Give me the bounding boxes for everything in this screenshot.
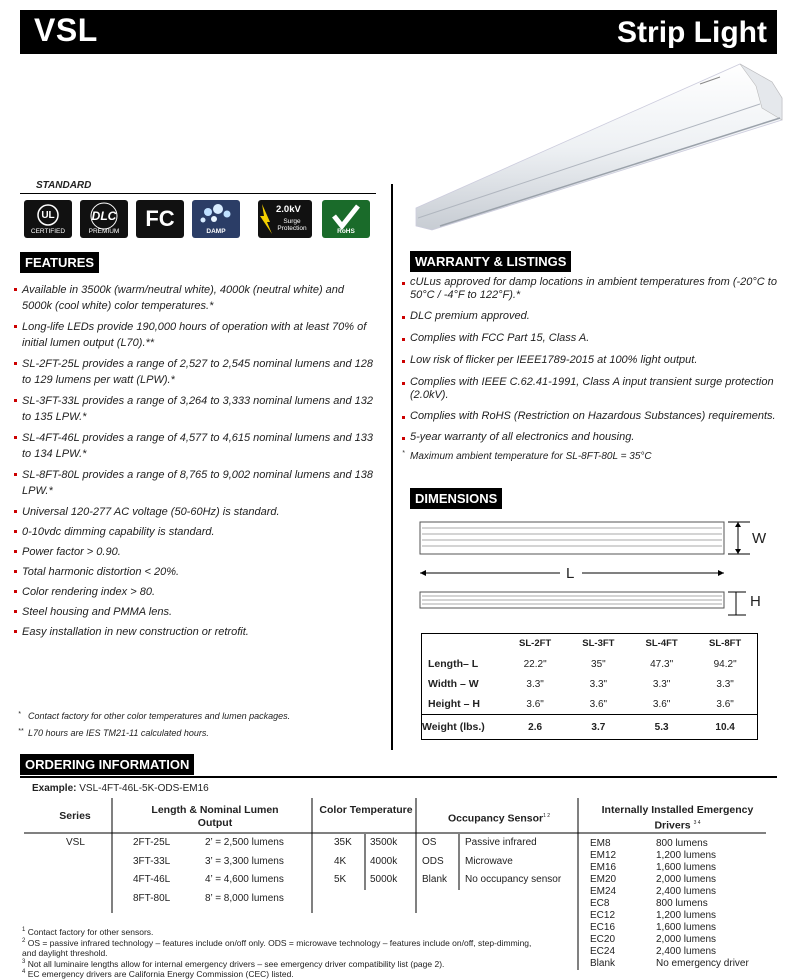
- list-item: DLC premium approved.: [402, 310, 782, 323]
- list-item: Available in 3500k (warm/neutral white), 4000k (neutral white) and 5000k (cool white) color temperatures.*: [14, 282, 374, 314]
- list-item: Steel housing and PMMA lens.: [14, 604, 374, 620]
- sensor-descriptions: Passive infrared Microwave No occupancy sensor: [465, 837, 562, 885]
- length-descriptions: 2’ = 2,500 lumens 3’ = 3,300 lumens 4’ = 4,600 lumens 8’ = 8,000 lumens: [205, 837, 284, 904]
- list-item: Complies with FCC Part 15, Class A.: [402, 332, 782, 345]
- list-item: SL-2FT-25L provides a range of 2,527 to 2,545 nominal lumens and 128 to 129 lumens per watt (LPW).*: [14, 356, 374, 388]
- features-footnote: * Contact factory for other color temperatures and lumen packages.: [18, 711, 291, 721]
- divider: [20, 776, 777, 778]
- table-row: Length– L 22.2" 35" 47.3" 94.2": [428, 658, 737, 670]
- ordering-title: ORDERING INFORMATION: [20, 754, 194, 775]
- page-header: [20, 10, 777, 54]
- standard-label: STANDARD: [36, 180, 92, 191]
- dimensions-title: DIMENSIONS: [410, 488, 502, 509]
- list-item: 5-year warranty of all electronics and housing.: [402, 431, 782, 444]
- features-list: [14, 282, 374, 645]
- list-item-note: * Maximum ambient temperature for SL-8FT-80L = 35°C: [402, 450, 782, 463]
- color-header: Color Temperature: [319, 804, 413, 816]
- fcc-icon: FC: [136, 200, 184, 238]
- list-item: Complies with RoHS (Restriction on Hazardous Substances) requirements.: [402, 410, 782, 423]
- color-divider: [364, 834, 366, 890]
- list-item: 0-10vdc dimming capability is standard.: [14, 524, 374, 540]
- height-label: H: [750, 593, 761, 610]
- list-item: Easy installation in new construction or retrofit.: [14, 624, 374, 640]
- length-codes: 2FT-25L 3FT-33L 4FT-46L 8FT-80L: [133, 837, 171, 904]
- table-header: SL-8FT: [709, 638, 742, 649]
- series-value: VSL: [66, 837, 85, 848]
- list-item: Low risk of flicker per IEEE1789-2015 at 100% light output.: [402, 354, 782, 367]
- strip-light-product-image: [410, 58, 790, 248]
- list-item: Total harmonic distortion < 20%.: [14, 564, 374, 580]
- emergency-codes: EM8 EM12 EM16 EM20 EM24 EC8 EC12 EC16 EC20 EC24 Blank: [590, 838, 617, 969]
- list-item: Power factor > 0.90.: [14, 544, 374, 560]
- features-footnote: ** L70 hours are IES TM21-11 calculated hours.: [18, 728, 209, 738]
- warranty-list: [402, 276, 782, 468]
- color-descriptions: 3500k 4000k 5000k: [370, 837, 398, 885]
- series-header: Series: [59, 810, 91, 822]
- damp-icon: DAMP: [192, 200, 240, 238]
- list-item: SL-8FT-80L provides a range of 8,765 to 9,002 nominal lumens and 138 LPW.*: [14, 467, 374, 499]
- list-item: Complies with IEEE C.62.41-1991, Class A input transient surge protection (2.0kV).: [402, 376, 782, 402]
- ordering-footnote: $^3$ Not all luminaire lengths allow for internal emergency drivers – see emergency driver compatibility list (page 2).: [22, 958, 445, 969]
- list-item: SL-3FT-33L provides a range of 3,264 to 3,333 nominal lumens and 132 to 135 LPW.*: [14, 393, 374, 425]
- dimensions-diagram: [410, 516, 790, 616]
- list-item: Color rendering index > 80.: [14, 584, 374, 600]
- width-label: W: [752, 530, 767, 547]
- ordering-footnote: $^4$ EC emergency drivers are California Energy Commission (CEC) listed.: [22, 968, 294, 979]
- table-header: SL-3FT: [582, 638, 615, 649]
- length-header: Length & Nominal Lumen Output: [151, 804, 279, 829]
- table-header: SL-2FT: [519, 638, 552, 649]
- occupancy-header: Occupancy Sensor$^{1 2}$: [447, 812, 551, 825]
- product-series-title: VSL: [34, 12, 98, 48]
- list-item: Long-life LEDs provide 190,000 hours of operation with at least 70% of initial lumen output (L70).**: [14, 319, 374, 351]
- sensor-divider: [458, 834, 460, 890]
- rohs-icon: RoHS: [322, 200, 370, 238]
- warranty-title: WARRANTY & LISTINGS: [410, 251, 571, 272]
- table-row: Width – W 3.3" 3.3" 3.3" 3.3": [428, 678, 734, 690]
- table-row: Height – H 3.6" 3.6" 3.6" 3.6": [428, 698, 734, 710]
- table-header: SL-4FT: [645, 638, 678, 649]
- table-row-weight: Weight (lbs.) 2.6 3.7 5.3 10.4: [422, 715, 758, 740]
- divider: [20, 193, 376, 194]
- emergency-header: Internally Installed Emergency Drivers $^{3 4}$: [601, 804, 754, 832]
- list-item: Universal 120-277 AC voltage (50-60Hz) is standard.: [14, 504, 374, 520]
- ul-certified-icon: UL CERTIFIED: [24, 200, 72, 238]
- features-title: FEATURES: [20, 252, 99, 273]
- color-codes: 35K 4K 5K: [334, 837, 352, 885]
- dlc-premium-icon: DLC PREMIUM: [80, 200, 128, 238]
- sensor-codes: OS ODS Blank: [422, 837, 448, 885]
- column-divider: [391, 184, 393, 750]
- emergency-descriptions: 800 lumens 1,200 lumens 1,600 lumens 2,000 lumens 2,400 lumens 800 lumens 1,200 lumens 1,600 lumens 2,000 lumens 2,400 lumens No emergency driver: [656, 838, 749, 969]
- list-item: SL-4FT-46L provides a range of 4,577 to 4,615 nominal lumens and 133 to 134 LPW.*: [14, 430, 374, 462]
- list-item: cULus approved for damp locations in ambient temperatures from (-20°C to 50°C / -4°F to 122°F).*: [402, 276, 782, 302]
- dimensions-table: [421, 633, 758, 740]
- ordering-example: Example: VSL-4FT-46L-5K-ODS-EM16: [32, 783, 209, 794]
- product-type-title: Strip Light: [617, 16, 767, 49]
- surge-protection-icon: 2.0kV Surge Protection: [258, 200, 312, 238]
- ordering-footnote: $^1$ Contact factory for other sensors.: [22, 926, 154, 937]
- length-label: L: [566, 565, 575, 582]
- ordering-footnote: $^2$ OS = passive infrared technology – features include on/off only. ODS = microwave technology – features include on/off, step-dimming, and daylight threshold.: [22, 937, 532, 959]
